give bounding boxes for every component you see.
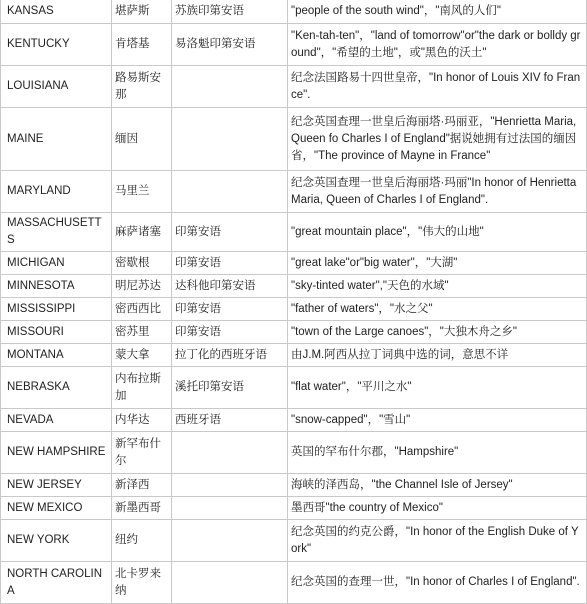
chinese-name-cell: 北卡罗来纳 — [112, 562, 172, 604]
chinese-name-cell: 纽约 — [112, 520, 172, 562]
table-row — [1, 108, 587, 171]
table-row — [1, 344, 587, 367]
meaning-cell: "town of the Large canoes"，"大独木舟之乡" — [288, 321, 587, 344]
meaning-cell: "people of the south wind"，"南风的人们" — [288, 0, 587, 24]
chinese-name-cell: 密西西比 — [112, 298, 172, 321]
origin-language-cell: 印第安语 — [172, 298, 288, 321]
meaning-cell: 纪念英国的查理一世，"In honor of Charles I of England". — [288, 562, 587, 604]
state-name-cell: NEVADA — [1, 409, 112, 432]
table-row — [1, 367, 587, 409]
origin-language-cell — [172, 171, 288, 213]
table-row — [1, 171, 587, 213]
chinese-name-cell: 密苏里 — [112, 321, 172, 344]
chinese-name-cell: 内布拉斯加 — [112, 367, 172, 409]
table-row — [1, 252, 587, 275]
state-name-cell: MICHIGAN — [1, 252, 112, 275]
meaning-cell: "great lake"or"big water"，"大湖" — [288, 252, 587, 275]
state-name-cell: NEW YORK — [1, 520, 112, 562]
state-name-cell: NEW HAMPSHIRE — [1, 432, 112, 474]
chinese-name-cell: 新墨西哥 — [112, 497, 172, 520]
origin-language-cell: 溪托印第安语 — [172, 367, 288, 409]
meaning-cell: 纪念法国路易十四世皇帝，"In honor of Louis XIV fo France". — [288, 66, 587, 108]
origin-language-cell: 达科他印第安语 — [172, 275, 288, 298]
origin-language-cell — [172, 497, 288, 520]
state-name-cell: NEW JERSEY — [1, 474, 112, 497]
origin-language-cell — [172, 108, 288, 171]
table-row — [1, 298, 587, 321]
chinese-name-cell: 马里兰 — [112, 171, 172, 213]
table-row — [1, 520, 587, 562]
state-name-cell: MARYLAND — [1, 171, 112, 213]
meaning-cell: 海峡的泽西岛，"the Channel Isle of Jersey" — [288, 474, 587, 497]
chinese-name-cell: 路易斯安那 — [112, 66, 172, 108]
origin-language-cell: 易洛魁印第安语 — [172, 24, 288, 66]
chinese-name-cell: 密歇根 — [112, 252, 172, 275]
origin-language-cell — [172, 66, 288, 108]
origin-language-cell: 印第安语 — [172, 213, 288, 252]
table-row — [1, 321, 587, 344]
meaning-cell: "snow-capped"，"雪山" — [288, 409, 587, 432]
meaning-cell: 墨西哥"the country of Mexico" — [288, 497, 587, 520]
state-name-cell: MONTANA — [1, 344, 112, 367]
state-name-cell: NEBRASKA — [1, 367, 112, 409]
state-name-cell: MINNESOTA — [1, 275, 112, 298]
origin-language-cell — [172, 474, 288, 497]
chinese-name-cell: 堪萨斯 — [112, 0, 172, 24]
table-row — [1, 409, 587, 432]
table-row — [1, 432, 587, 474]
meaning-cell: "Ken-tah-ten"，"land of tomorrow"or"the dark or bolldy ground"，"希望的土地"，或"黑色的沃土" — [288, 24, 587, 66]
state-name-cell: LOUISIANA — [1, 66, 112, 108]
origin-language-cell — [172, 520, 288, 562]
meaning-cell: "great mountain place"，"伟大的山地" — [288, 213, 587, 252]
state-name-cell: MAINE — [1, 108, 112, 171]
chinese-name-cell: 内华达 — [112, 409, 172, 432]
state-name-cell: MISSOURI — [1, 321, 112, 344]
table-row — [1, 0, 587, 24]
origin-language-cell: 印第安语 — [172, 252, 288, 275]
chinese-name-cell: 明尼苏达 — [112, 275, 172, 298]
origin-language-cell: 拉丁化的西班牙语 — [172, 344, 288, 367]
state-name-cell: MASSACHUSETTS — [1, 213, 112, 252]
table-row — [1, 213, 587, 252]
chinese-name-cell: 麻萨诸塞 — [112, 213, 172, 252]
state-name-cell: KANSAS — [1, 0, 112, 24]
table-row — [1, 275, 587, 298]
meaning-cell: "father of waters"，"水之父" — [288, 298, 587, 321]
table-row — [1, 24, 587, 66]
meaning-cell: 英国的罕布什尔郡，"Hampshire" — [288, 432, 587, 474]
origin-language-cell: 苏族印第安语 — [172, 0, 288, 24]
meaning-cell: 由J.M.阿西从拉丁词典中选的词，意思不详 — [288, 344, 587, 367]
origin-language-cell: 印第安语 — [172, 321, 288, 344]
meaning-cell: 纪念英国查理一世皇后海丽塔·玛丽"In honor of Henrietta Maria, Queen of Charles I of England". — [288, 171, 587, 213]
state-name-cell: NORTH CAROLINA — [1, 562, 112, 604]
meaning-cell: 纪念英国的约克公爵，"In honor of the English Duke of York" — [288, 520, 587, 562]
chinese-name-cell: 新泽西 — [112, 474, 172, 497]
table-row — [1, 497, 587, 520]
table-row — [1, 66, 587, 108]
meaning-cell: "sky-tinted water","天色的水域" — [288, 275, 587, 298]
chinese-name-cell: 新罕布什尔 — [112, 432, 172, 474]
chinese-name-cell: 肯塔基 — [112, 24, 172, 66]
chinese-name-cell: 蒙大拿 — [112, 344, 172, 367]
table-row — [1, 474, 587, 497]
chinese-name-cell: 缅因 — [112, 108, 172, 171]
state-name-cell: MISSISSIPPI — [1, 298, 112, 321]
meaning-cell: 纪念英国查理一世皇后海丽塔·玛丽亚，"Henrietta Maria, Queen fo Charles I of England"据说她拥有过法国的缅因省，"The province of Mayne in France" — [288, 108, 587, 171]
origin-language-cell — [172, 432, 288, 474]
state-name-cell: KENTUCKY — [1, 24, 112, 66]
origin-language-cell: 西班牙语 — [172, 409, 288, 432]
state-name-cell: NEW MEXICO — [1, 497, 112, 520]
meaning-cell: "flat water"，"平川之水" — [288, 367, 587, 409]
